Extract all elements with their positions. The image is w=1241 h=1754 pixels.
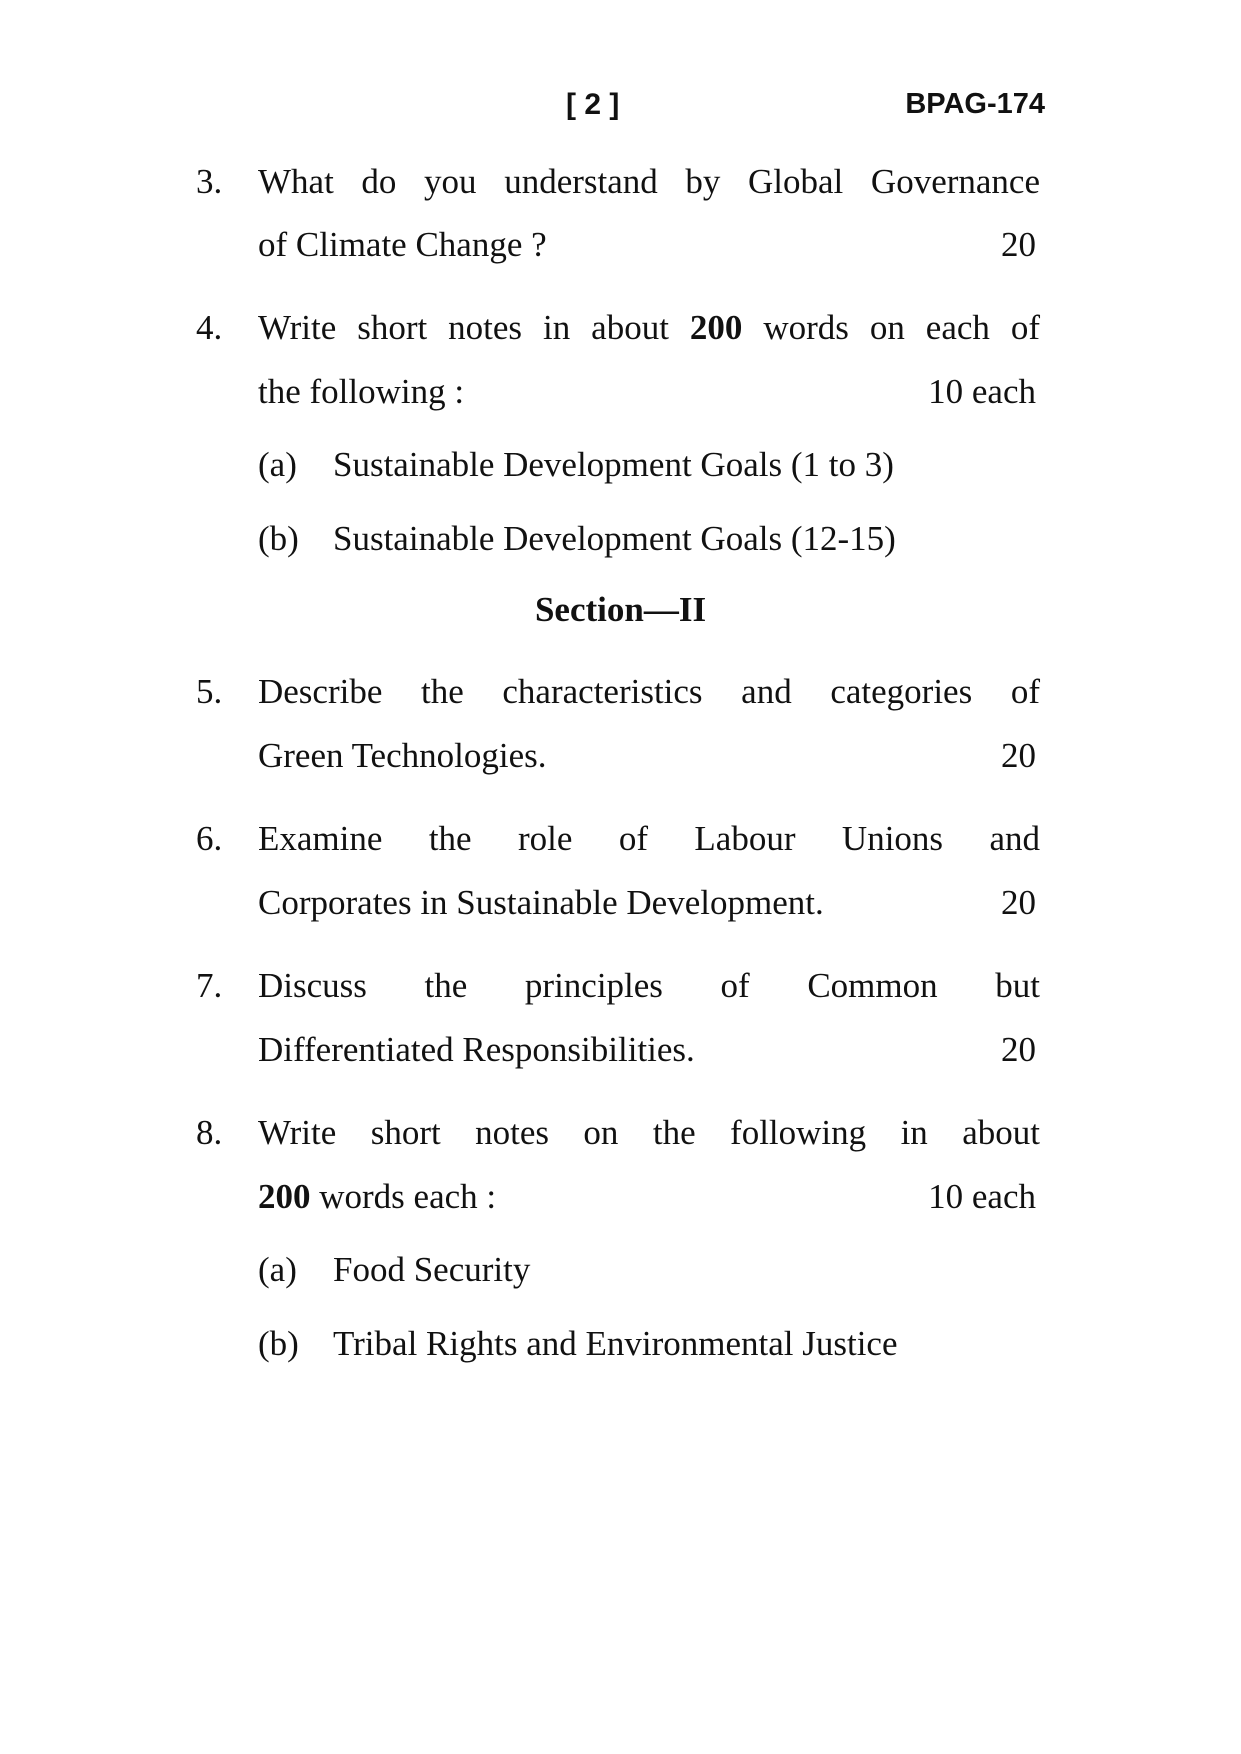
question-6-line-1: Examine the role of Labour Unions and: [258, 819, 1040, 858]
question-7-number: 7.: [196, 966, 223, 1005]
question-8-part-b: [258, 1322, 898, 1366]
question-8-text-post: words each :: [310, 1177, 497, 1216]
part-text: Sustainable Development Goals (1 to 3): [333, 445, 894, 484]
part-text: Food Security: [333, 1250, 531, 1289]
question-3-marks: 20: [1001, 225, 1036, 264]
question-7-marks: 20: [1001, 1030, 1036, 1069]
question-6-marks: 20: [1001, 883, 1036, 922]
question-6-text: Corporates in Sustainable Development.: [258, 883, 824, 922]
question-5-number: 5.: [196, 672, 223, 711]
section-heading: Section—II: [534, 590, 707, 629]
part-text: Tribal Rights and Environmental Justice: [333, 1324, 898, 1363]
question-4-text: the following :: [258, 372, 465, 411]
question-5-text: Green Technologies.: [258, 736, 547, 775]
question-8-number: 8.: [196, 1113, 223, 1152]
question-8-text: [258, 1175, 496, 1219]
question-5-line-1: Describe the characteristics and categories of: [258, 672, 1040, 711]
question-4-word-count: 200: [689, 308, 743, 347]
question-7-line-1: Discuss the principles of Common but: [258, 966, 1040, 1005]
page-number: [ 2 ]: [566, 88, 620, 121]
question-4-line-2: [258, 370, 1040, 414]
question-7-line-2: [258, 1028, 1040, 1072]
part-label: (a): [258, 1250, 297, 1289]
question-6-number: 6.: [196, 819, 223, 858]
part-label: (a): [258, 445, 297, 484]
question-6-line-2: [258, 881, 1040, 925]
question-4-part-a: [258, 443, 894, 487]
question-7-text: Differentiated Responsibilities.: [258, 1030, 695, 1069]
question-3-text: of Climate Change ?: [258, 225, 547, 264]
question-8-part-a: [258, 1248, 530, 1292]
question-4-number: 4.: [196, 308, 223, 347]
question-4-text-pre: Write short notes in about: [258, 308, 690, 347]
question-3-number: 3.: [196, 162, 223, 201]
question-3-line-2: [258, 223, 1040, 267]
question-4-part-b: [258, 517, 896, 561]
question-5-line-2: [258, 734, 1040, 778]
question-8-line-2: [258, 1175, 1040, 1219]
part-label: (b): [258, 519, 299, 558]
question-8-marks: 10 each: [928, 1177, 1036, 1216]
paper-code: BPAG-174: [905, 88, 1045, 120]
question-8-word-count: 200: [258, 1177, 311, 1216]
question-4-marks: 10 each: [928, 372, 1036, 411]
part-label: (b): [258, 1324, 299, 1363]
question-8-line-1: Write short notes on the following in about: [258, 1113, 1040, 1152]
question-3-line-1: What do you understand by Global Governance: [258, 162, 1040, 201]
part-text: Sustainable Development Goals (12-15): [333, 519, 896, 558]
question-4-text-post: words on each of: [742, 308, 1041, 347]
question-5-marks: 20: [1001, 736, 1036, 775]
question-4-line-1: [258, 306, 1040, 350]
